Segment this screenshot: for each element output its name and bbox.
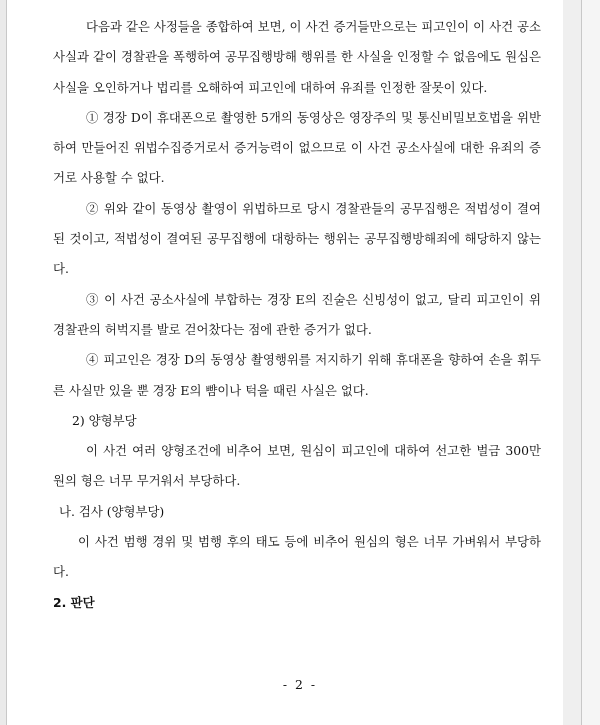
paragraph-point-1: ① 경장 D이 휴대폰으로 촬영한 5개의 동영상은 영장주의 및 통신비밀보호법을 위반하여 만들어진 위법수집증거로서 증거능력이 없으므로 이 사건 공소사실에 대한 유죄의 증거로 사용할 수 없다. (53, 109, 541, 186)
document-body (53, 12, 541, 618)
paragraph-prosecutor: 이 사건 범행 경위 및 범행 후의 태도 등에 비추어 원심의 형은 너무 가벼워서 부당하다. (53, 534, 541, 580)
heading-prosecutor: 나. 검사 (양형부당) (59, 503, 165, 519)
paragraph-summary: 다음과 같은 사정들을 종합하여 보면, 이 사건 증거들만으로는 피고인이 이 사건 공소사실과 같이 경찰관을 폭행하여 공무집행방해 행위를 한 사실을 인정할 수 없음에도 원심은 사실을 오인하거나 법리를 오해하여 피고인에 대하여 유죄를 인정한 잘못이 있다. (53, 19, 541, 95)
page-number: - 2 - (282, 677, 318, 692)
paragraph-point-4: ④ 피고인은 경장 D의 동영상 촬영행위를 저지하기 위해 휴대폰을 향하여 손을 휘두른 사실만 있을 뿐 경장 E의 뺨이나 턱을 때린 사실은 없다. (53, 352, 541, 398)
heading-sentencing: 2) 양형부당 (72, 412, 137, 428)
right-scroll-gutter (563, 0, 581, 725)
paragraph-sentencing: 이 사건 여러 양형조건에 비추어 보면, 원심이 피고인에 대하여 선고한 벌금 300만 원의 형은 너무 무거워서 부당하다. (53, 443, 541, 489)
heading-judgment: 2. 판단 (53, 594, 95, 610)
paragraph-point-2: ② 위와 같이 동영상 촬영이 위법하므로 당시 경찰관들의 공무집행은 적법성이 결여된 것이고, 적법성이 결여된 공무집행에 대항하는 행위는 공무집행방해죄에 해당하지 않는다. (53, 200, 541, 277)
paragraph-point-3: ③ 이 사건 공소사실에 부합하는 경장 E의 진술은 신빙성이 없고, 달리 피고인이 위 경찰관의 허벅지를 발로 걷어찼다는 점에 관한 증거가 없다. (53, 291, 541, 337)
